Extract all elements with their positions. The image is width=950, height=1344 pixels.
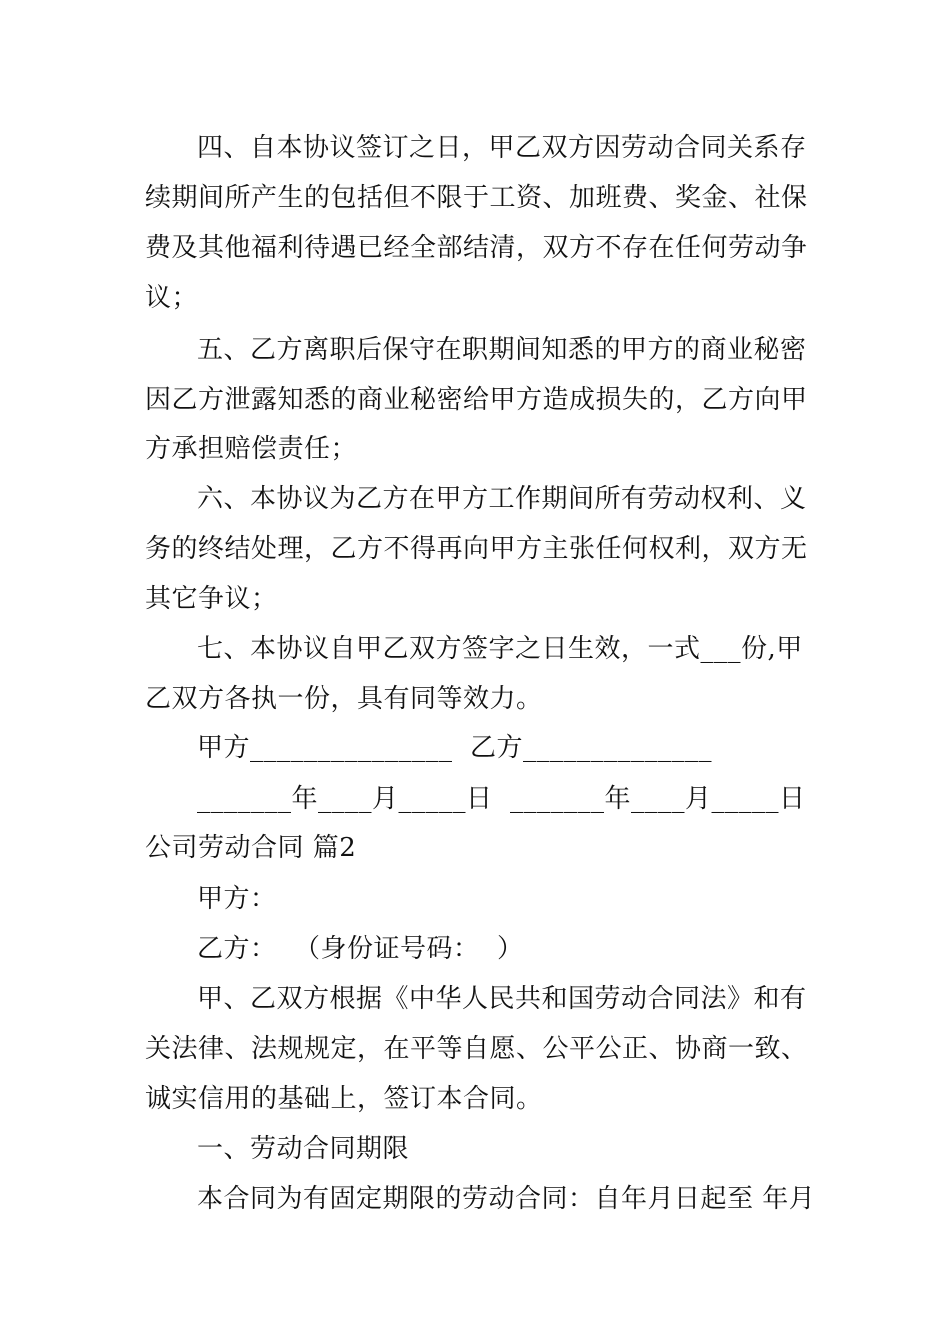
clause-7-line-1: 七、本协议自甲乙双方签字之日生效，一式___份,甲 <box>197 634 803 664</box>
clause-4-line-1: 四、自本协议签订之日，甲乙双方因劳动合同关系存 <box>197 133 807 163</box>
clause-7-line-2: 乙双方各执一份，具有同等效力。 <box>145 684 543 714</box>
section-heading: 公司劳动合同 篇2 <box>145 833 357 863</box>
clause-4-line-3: 费及其他福利待遇已经全部结清，双方不存在任何劳动争 <box>145 233 808 263</box>
term-heading: 一、劳动合同期限 <box>197 1134 410 1164</box>
preamble-line-1: 甲、乙双方根据《中华人民共和国劳动合同法》和有 <box>197 984 807 1014</box>
clause-6-line-1: 六、本协议为乙方在甲方工作期间所有劳动权利、义 <box>197 484 807 514</box>
clause-6-line-3: 其它争议； <box>145 584 278 614</box>
clause-5-line-1: 五、乙方离职后保守在职期间知悉的甲方的商业秘密 <box>197 335 807 365</box>
party-b-label: 乙方： （身份证号码： ） <box>197 934 524 964</box>
date-line: _______年____月_____日 _______年____月_____日 <box>197 784 806 814</box>
signature-line: 甲方_______________ 乙方______________ <box>197 733 713 763</box>
clause-4-line-2: 续期间所产生的包括但不限于工资、加班费、奖金、社保 <box>145 183 808 213</box>
preamble-line-2: 关法律、法规规定，在平等自愿、公平公正、协商一致、 <box>145 1034 808 1064</box>
clause-5-line-2: 因乙方泄露知悉的商业秘密给甲方造成损失的，乙方向甲 <box>145 385 808 415</box>
preamble-line-3: 诚实信用的基础上，签订本合同。 <box>145 1084 543 1114</box>
party-a-label: 甲方： <box>197 884 277 914</box>
term-line-1: 本合同为有固定期限的劳动合同：自年月日起至 年月 <box>197 1184 816 1214</box>
clause-5-line-3: 方承担赔偿责任； <box>145 434 358 464</box>
clause-4-line-4: 议； <box>145 283 199 313</box>
clause-6-line-2: 务的终结处理，乙方不得再向甲方主张任何权利，双方无 <box>145 534 808 564</box>
